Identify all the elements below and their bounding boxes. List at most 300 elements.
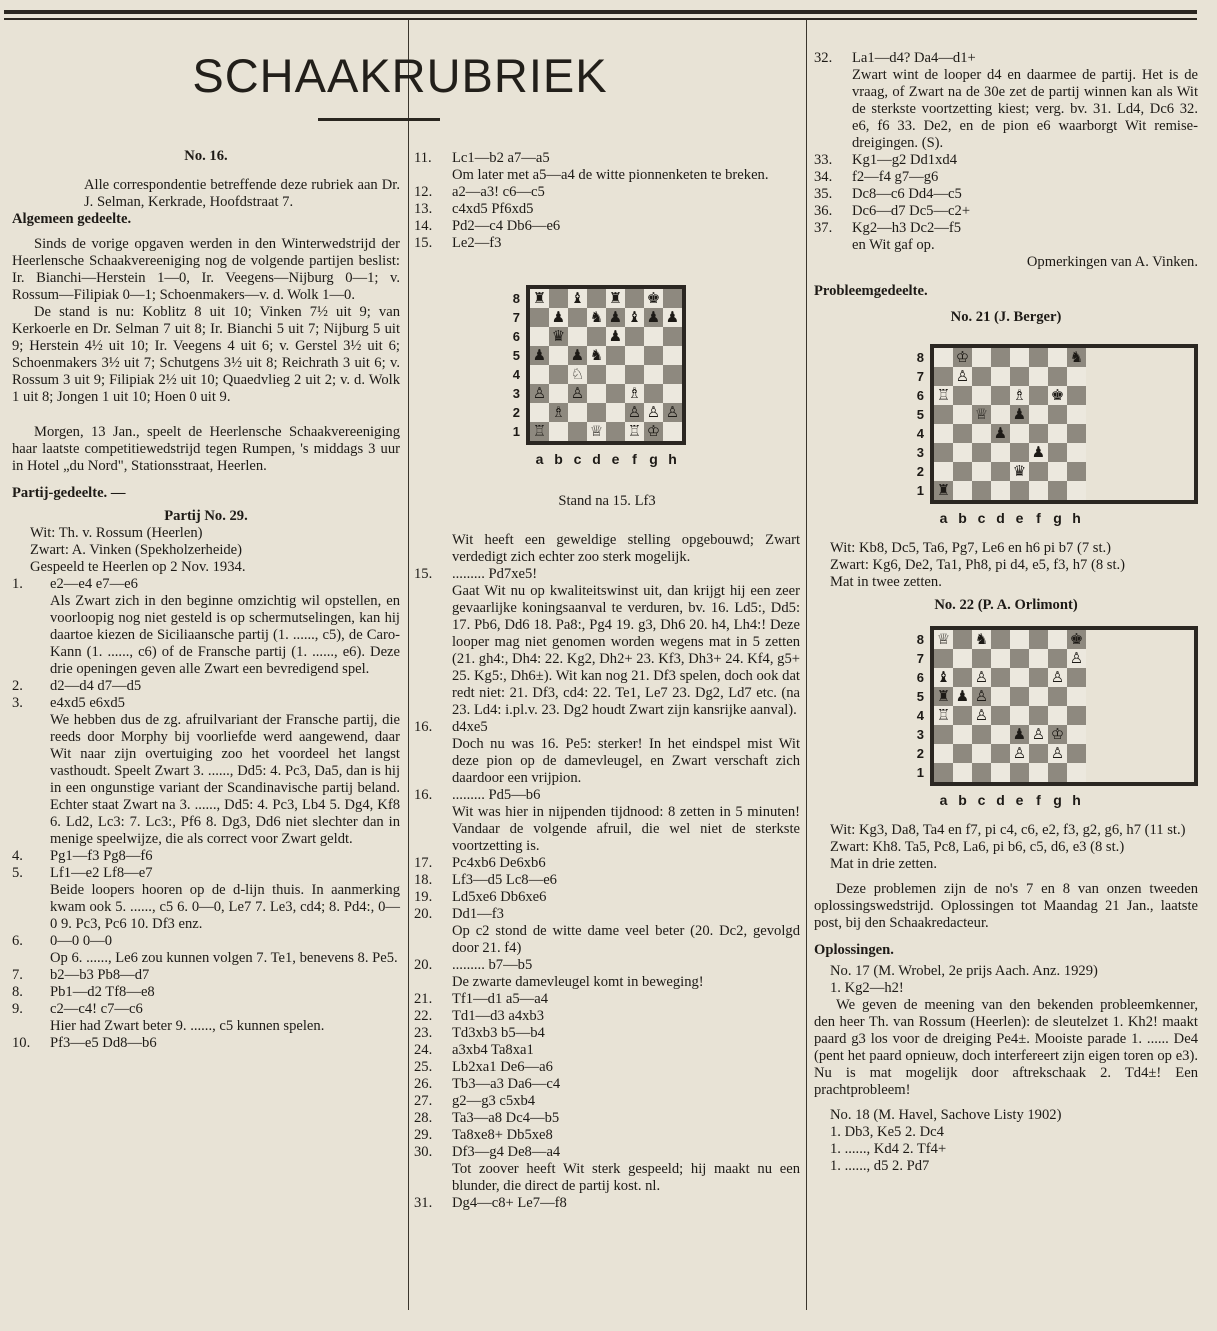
move-number: 36. <box>814 203 833 219</box>
move-number: 29. <box>414 1127 433 1143</box>
column-3 <box>814 50 1198 1175</box>
chess-piece-icon: ♙ <box>532 384 547 402</box>
board-square <box>1067 348 1086 367</box>
board-square <box>934 725 953 744</box>
move-text: d2—d4 d7—d5 <box>50 678 142 694</box>
board-square <box>568 422 587 441</box>
chess-piece-icon: ♟ <box>646 308 661 326</box>
chess-piece-icon: ♙ <box>646 403 661 421</box>
move-text: Lc1—b2 a7—a5 <box>452 150 550 166</box>
move-number: 16. <box>414 787 433 803</box>
board-square <box>644 289 663 308</box>
chess-piece-icon: ♔ <box>955 348 970 366</box>
move-comment: Tot zoover heeft Wit sterk gespeeld; hij maakt nu een blunder, die direct de partij kost. nl. <box>452 1161 800 1194</box>
board-rank-label: 2 <box>916 464 924 479</box>
board-square <box>1029 744 1048 763</box>
board-square <box>1029 424 1048 443</box>
chess-piece-icon: ♟ <box>1012 405 1027 423</box>
board-square <box>530 308 549 327</box>
board-file-label: e <box>1015 792 1024 808</box>
chess-piece-icon: ♟ <box>608 327 623 345</box>
move-line <box>414 855 800 872</box>
board-square <box>1010 725 1029 744</box>
move-number: 8. <box>12 984 23 1000</box>
board-square <box>934 443 953 462</box>
move-comment: Wit heeft een geweldige stelling opgebouwd; Zwart verdedigt zich echter zoo sterk mogelijk. <box>452 532 800 565</box>
board-square <box>934 367 953 386</box>
diagram-problem-22 <box>916 626 1198 822</box>
board-square <box>1067 668 1086 687</box>
chess-piece-icon: ♚ <box>646 289 661 307</box>
board-square <box>1067 725 1086 744</box>
board-square <box>1010 744 1029 763</box>
move-line <box>414 1110 800 1127</box>
move-text: Ta8xe8+ Db5xe8 <box>452 1127 553 1143</box>
move-number: 26. <box>414 1076 433 1092</box>
move-text: Le2—f3 <box>452 235 502 251</box>
chess-piece-icon: ♙ <box>1031 725 1046 743</box>
chess-piece-icon: ♜ <box>608 289 623 307</box>
move-line <box>414 1042 800 1059</box>
move-number: 15. <box>414 235 433 251</box>
board-square <box>1067 462 1086 481</box>
move-text: c2—c4! c7—c6 <box>50 1001 143 1017</box>
general-heading: Algemeen gedeelte. <box>12 211 132 227</box>
chess-piece-icon: ♙ <box>974 687 989 705</box>
board-square <box>1048 348 1067 367</box>
move-number: 16. <box>414 719 433 735</box>
board-rank-label: 4 <box>916 708 924 723</box>
move-comment: en Wit gaf op. <box>852 237 935 253</box>
board-square <box>972 763 991 782</box>
chess-piece-icon: ♛ <box>1012 462 1027 480</box>
board-square <box>934 386 953 405</box>
board-square <box>972 481 991 500</box>
board-square <box>972 462 991 481</box>
move-text: b2—b3 Pb8—d7 <box>50 967 150 983</box>
board-square <box>568 289 587 308</box>
board-square <box>1029 630 1048 649</box>
board-square <box>1048 462 1067 481</box>
chess-piece-icon: ♞ <box>974 630 989 648</box>
board-square <box>953 424 972 443</box>
board-square <box>1029 348 1048 367</box>
board-square <box>549 346 568 365</box>
move-line <box>414 1144 800 1161</box>
move-line <box>12 1035 400 1052</box>
move-text: c4xd5 Pf6xd5 <box>452 201 534 217</box>
chess-piece-icon: ♝ <box>570 289 585 307</box>
board-square <box>568 346 587 365</box>
board-rank-label: 8 <box>512 291 520 306</box>
board-square <box>1048 386 1067 405</box>
board-square <box>606 384 625 403</box>
move-number: 19. <box>414 889 433 905</box>
game-white: Wit: Th. v. Rossum (Heerlen) <box>30 525 203 541</box>
board-square <box>972 668 991 687</box>
move-text: d4xe5 <box>452 719 488 735</box>
board-file-label: e <box>611 451 620 467</box>
board-file-label: h <box>668 451 677 467</box>
chess-piece-icon: ♚ <box>1050 386 1065 404</box>
move-text: Pc4xb6 De6xb6 <box>452 855 546 871</box>
board-square <box>953 405 972 424</box>
board-square <box>606 327 625 346</box>
chess-piece-icon: ♜ <box>532 289 547 307</box>
board-file-label: g <box>1053 510 1062 526</box>
board-square <box>587 403 606 422</box>
move-line <box>414 1076 800 1093</box>
board-square <box>1067 405 1086 424</box>
board-square <box>568 327 587 346</box>
board-square <box>972 405 991 424</box>
board-square <box>1048 649 1067 668</box>
board-square <box>625 403 644 422</box>
chess-piece-icon: ♙ <box>665 403 680 421</box>
board-square <box>606 365 625 384</box>
board-rank-label: 3 <box>916 445 924 460</box>
board-square <box>972 706 991 725</box>
board-square <box>991 462 1010 481</box>
board-square <box>549 308 568 327</box>
move-number: 31. <box>414 1195 433 1211</box>
move-number: 23. <box>414 1025 433 1041</box>
move-text: Td1—d3 a4xb3 <box>452 1008 545 1024</box>
board-square <box>549 403 568 422</box>
chess-piece-icon: ♟ <box>993 424 1008 442</box>
board-file-label: e <box>1015 510 1024 526</box>
board-square <box>625 289 644 308</box>
board-square <box>549 327 568 346</box>
move-number: 24. <box>414 1042 433 1058</box>
game-black: Zwart: A. Vinken (Spekholzerheide) <box>30 542 243 558</box>
board-file-label: b <box>554 451 563 467</box>
board-square <box>1029 649 1048 668</box>
board-square <box>1067 424 1086 443</box>
general-paragraph-2: De stand is nu: Koblitz 8 uit 10; Vinken 7½ uit 9; van Kerkoerle en Dr. Selman 7 uit 8; Ir. Bianchi 5 uit 7; Nijburg 5 uit 9; Herstein 4½ uit 10; Ir. Veegens 4 uit 6; v. Gerstel 3½ uit 6; Schoenmakers 3½ uit 7; Schutgens 3½ uit 8; Reichrath 3 uit 6; v. Rossum 3 uit 9; Filipiak 2½ uit 10; Quaedvlieg 2 uit 2; v. d. Wolk 1 uit 8; Jongen 1 uit 10; Hoen 0 uit 9. <box>12 304 400 405</box>
board-square <box>587 327 606 346</box>
chess-piece-icon: ♙ <box>955 367 970 385</box>
move-text: Ta3—a8 Dc4—b5 <box>452 1110 560 1126</box>
board-square <box>1029 706 1048 725</box>
board-square <box>587 365 606 384</box>
chess-piece-icon: ♙ <box>1012 744 1027 762</box>
board-file-label: f <box>1036 510 1041 526</box>
board-square <box>1067 706 1086 725</box>
board-square <box>568 384 587 403</box>
move-text: a2—a3! c6—c5 <box>452 184 545 200</box>
chess-piece-icon: ♔ <box>646 422 661 440</box>
board-square <box>1048 763 1067 782</box>
board-square <box>991 763 1010 782</box>
board-square <box>972 630 991 649</box>
board-square <box>1010 668 1029 687</box>
game-moves-part-4 <box>814 50 1198 254</box>
chess-piece-icon: ♘ <box>570 365 585 383</box>
move-number: 5. <box>12 865 23 881</box>
board-square <box>1048 367 1067 386</box>
board-square <box>972 725 991 744</box>
board-file-label: h <box>1072 792 1081 808</box>
chess-piece-icon: ♞ <box>589 346 604 364</box>
board-rank-label: 4 <box>916 426 924 441</box>
chess-piece-icon: ♗ <box>551 403 566 421</box>
chess-piece-icon: ♙ <box>1050 668 1065 686</box>
board-square <box>1067 744 1086 763</box>
board-rank-label: 5 <box>916 407 924 422</box>
board-rank-label: 1 <box>916 765 924 780</box>
board-file-label: g <box>649 451 658 467</box>
board-square <box>953 386 972 405</box>
board-square <box>991 443 1010 462</box>
intro-text: Alle correspondentie betreffende deze rubriek aan Dr. J. Selman, Kerkrade, Hoofdstraat 7. <box>84 177 400 210</box>
move-number: 33. <box>814 152 833 168</box>
move-comment: Gaat Wit nu op kwaliteitswinst uit, dan krijgt hij een zeer gevaarlijke koningsaanval te verduren, bv. 16. Ld5:, Dd5: 17. Pb6, Dd6 18. Pa8:, Pg4 19. g3, Dh6 20. h4, Lh4:! Deze looper mag niet genomen worden wegens mat in 5 zetten (21. gh4:, Dh4: 22. Kg2, Dh2+ 23. Kf3, Dh3+ 24. Kf4, g5+ 25. Kg5:, Dh6±). Wit kan nog 21. Df3 spelen, doch ook dat redt niet: 21. Df3, cd4: 22. Te1, Le7 23. Dg2, Ld7 etc. (na 23. Ld4: i.pl.v. 23. Dg2 houdt Zwart zijn kansrijke aanval). <box>452 583 800 718</box>
board-square <box>1048 725 1067 744</box>
chess-piece-icon: ♖ <box>936 706 951 724</box>
chess-piece-icon: ♝ <box>936 668 951 686</box>
diagram-problem-21 <box>916 344 1198 540</box>
top-rule <box>4 10 1197 14</box>
chess-piece-icon: ♟ <box>570 346 585 364</box>
move-text: Df3—g4 De8—a4 <box>452 1144 561 1160</box>
move-line <box>814 169 1198 186</box>
move-text: Pg1—f3 Pg8—f6 <box>50 848 153 864</box>
chessboard-stand-15 <box>512 285 686 445</box>
move-number: 13. <box>414 201 433 217</box>
board-square <box>1067 367 1086 386</box>
problem-22-black: Zwart: Kh8. Ta5, Pc8, La6, pi b6, c5, d6, e3 (8 st.) <box>830 839 1125 855</box>
board-square <box>663 384 682 403</box>
move-line <box>12 984 400 1001</box>
board-square <box>1048 687 1067 706</box>
game-moves-part-1 <box>12 576 400 1052</box>
move-line <box>414 235 800 252</box>
move-line <box>12 576 400 593</box>
board-square <box>606 308 625 327</box>
board-file-label: h <box>1072 510 1081 526</box>
move-number: 22. <box>414 1008 433 1024</box>
board-square <box>1029 462 1048 481</box>
move-comment: Om later met a5—a4 de witte pionnenketen te breken. <box>452 167 769 183</box>
board-square <box>1048 405 1067 424</box>
chess-piece-icon: ♟ <box>1012 725 1027 743</box>
chess-piece-icon: ♗ <box>627 384 642 402</box>
board-square <box>934 424 953 443</box>
board-file-label: c <box>977 792 986 808</box>
move-text: 0—0 0—0 <box>50 933 113 949</box>
board-square <box>1010 630 1029 649</box>
board-square <box>625 327 644 346</box>
move-number: 3. <box>12 695 23 711</box>
chess-piece-icon: ♖ <box>936 386 951 404</box>
board-square <box>1029 443 1048 462</box>
chess-piece-icon: ♔ <box>1050 725 1065 743</box>
move-comment: Zwart wint de looper d4 en daarmee de partij. Het is de vraag, of Zwart na de 30e zet de partij winnen kan als Wit de sterkste voortzetting kiest; verg. bv. 31. Ld4, Dc6 32. e6, f6 33. De2, en de pion e6 waarborgt Wit remise-dreigingen. (S). <box>852 67 1198 151</box>
board-square <box>991 649 1010 668</box>
move-number: 6. <box>12 933 23 949</box>
board-square <box>934 649 953 668</box>
board-square <box>1067 630 1086 649</box>
problems-note: Deze problemen zijn de no's 7 en 8 van onzen tweeden oplossingswedstrijd. Oplossingen tot Maandag 21 Jan., laatste post, bij den Schaakredacteur. <box>814 881 1198 931</box>
board-square <box>1048 443 1067 462</box>
move-number: 15. <box>414 566 433 582</box>
board-rank-label: 3 <box>512 386 520 401</box>
page-title: SCHAAKRUBRIEK <box>192 49 608 102</box>
board-square <box>991 687 1010 706</box>
board-square <box>1029 763 1048 782</box>
move-number: 32. <box>814 50 833 66</box>
move-line <box>12 967 400 984</box>
chess-piece-icon: ♟ <box>955 687 970 705</box>
chess-piece-icon: ♟ <box>665 308 680 326</box>
chess-piece-icon: ♝ <box>627 308 642 326</box>
board-square <box>934 744 953 763</box>
board-square <box>568 403 587 422</box>
chess-piece-icon: ♟ <box>532 346 547 364</box>
board-square <box>625 365 644 384</box>
move-text: Ld5xe6 Db6xe6 <box>452 889 547 905</box>
board-square <box>587 422 606 441</box>
board-file-label: b <box>958 510 967 526</box>
annotator-credit: Opmerkingen van A. Vinken. <box>1026 254 1198 270</box>
board-square <box>934 687 953 706</box>
board-square <box>953 367 972 386</box>
solution-18-line-2: 1. ......, Kd4 2. Tf4+ <box>830 1141 947 1157</box>
move-text: La1—d4? Da4—d1+ <box>852 50 976 66</box>
move-text: Pd2—c4 Db6—e6 <box>452 218 561 234</box>
board-square <box>530 289 549 308</box>
board-square <box>934 706 953 725</box>
chess-piece-icon: ♙ <box>974 706 989 724</box>
board-square <box>1010 706 1029 725</box>
chess-piece-icon: ♞ <box>589 308 604 326</box>
move-line <box>12 933 400 950</box>
board-square <box>549 384 568 403</box>
problem-22-title: No. 22 (P. A. Orlimont) <box>934 597 1078 613</box>
chess-piece-icon: ♕ <box>974 405 989 423</box>
move-line <box>414 719 800 736</box>
move-line <box>414 201 800 218</box>
move-text: Lf3—d5 Lc8—e6 <box>452 872 557 888</box>
move-line <box>414 906 800 923</box>
board-square <box>606 289 625 308</box>
move-number: 37. <box>814 220 833 236</box>
solution-17-text: We geven de meening van den bekenden probleemkenner, den heer Th. van Rossum (Heerlen): de sleutelzet 1. Kh2! maakt paard g3 los voor de dreiging Pe4±. Mooiste parade 1. ...... De4 (pent het paard opnieuw, doch interfereert zijn eigen toren op e3). Nu is mat mogelijk door aftrekschaak 2. Td4±! Een prachtprobleem! <box>814 997 1198 1098</box>
chess-piece-icon: ♗ <box>1012 386 1027 404</box>
board-square <box>991 348 1010 367</box>
board-square <box>587 384 606 403</box>
board-square <box>1048 744 1067 763</box>
board-square <box>1010 687 1029 706</box>
chess-piece-icon: ♟ <box>1031 443 1046 461</box>
board-square <box>934 668 953 687</box>
board-square <box>953 744 972 763</box>
board-square <box>953 668 972 687</box>
board-square <box>972 367 991 386</box>
game-moves-part-3 <box>414 532 800 1212</box>
board-square <box>663 346 682 365</box>
move-line <box>414 889 800 906</box>
solution-17-key: 1. Kg2—h2! <box>830 980 904 996</box>
board-rank-label: 5 <box>512 348 520 363</box>
chess-piece-icon: ♙ <box>627 403 642 421</box>
column-1 <box>12 148 400 1052</box>
move-number: 14. <box>414 218 433 234</box>
move-line <box>414 1059 800 1076</box>
board-square <box>934 481 953 500</box>
move-line <box>12 848 400 865</box>
solution-18-title: No. 18 (M. Havel, Sachove Listy 1902) <box>830 1107 1062 1123</box>
move-text: Dc8—c6 Dd4—c5 <box>852 186 962 202</box>
move-line <box>12 695 400 712</box>
board-square <box>972 348 991 367</box>
board-square <box>991 630 1010 649</box>
move-text: Tb3—a3 Da6—c4 <box>452 1076 561 1092</box>
board-rank-label: 8 <box>916 632 924 647</box>
solution-18-line-3: 1. ......, d5 2. Pd7 <box>830 1158 930 1174</box>
chess-piece-icon: ♞ <box>1069 348 1084 366</box>
move-comment: De zwarte damevleugel komt in beweging! <box>452 974 704 990</box>
board-file-label: c <box>977 510 986 526</box>
board-square <box>953 687 972 706</box>
board-rank-label: 7 <box>916 651 924 666</box>
chessboard-problem-21 <box>916 344 1198 504</box>
board-square <box>625 422 644 441</box>
board-square <box>991 481 1010 500</box>
chess-piece-icon: ♛ <box>551 327 566 345</box>
move-line <box>414 872 800 889</box>
board-rank-label: 4 <box>512 367 520 382</box>
board-file-label: f <box>1036 792 1041 808</box>
board-square <box>530 403 549 422</box>
board-square <box>934 348 953 367</box>
board-square <box>1048 706 1067 725</box>
board-square <box>934 405 953 424</box>
move-comment: Wit was hier in nijpenden tijdnood: 8 zetten in 5 minuten! Vandaar de volgende afruil, die wel niet de sterkste voortzetting is. <box>452 804 800 854</box>
chess-piece-icon: ♙ <box>1050 744 1065 762</box>
board-square <box>953 706 972 725</box>
board-square <box>972 443 991 462</box>
board-file-labels <box>934 792 1198 809</box>
chess-piece-icon: ♕ <box>589 422 604 440</box>
board-square <box>530 327 549 346</box>
move-comment: Doch nu was 16. Pe5: sterker! In het eindspel mist Wit deze pion op de damevleugel, en Zwart verschaft zich daardoor een vrijpion. <box>452 736 800 786</box>
board-square <box>663 327 682 346</box>
move-text: Dg4—c8+ Le7—f8 <box>452 1195 567 1211</box>
move-comment: Als Zwart zich in den beginne omzichtig wil opstellen, en voorloopig nog niet gesteld is op schermutselingen, kan hij daartoe kiezen de Siciliaansche partij (1. ......, c5), de Caro-Kann (1. ......, c6) of de Fransche partij (1. ......, e6). Deze drie openingen geven alle Zwart een bevredigend spel. <box>50 593 400 677</box>
board-square <box>663 289 682 308</box>
move-line <box>414 1195 800 1212</box>
game-title: Partij No. 29. <box>164 508 248 524</box>
solutions-heading: Oplossingen. <box>814 942 894 958</box>
board-square <box>568 308 587 327</box>
chess-piece-icon: ♟ <box>551 308 566 326</box>
board-square <box>644 308 663 327</box>
board-square <box>1067 481 1086 500</box>
board-square <box>953 630 972 649</box>
move-line <box>414 1127 800 1144</box>
chess-piece-icon: ♜ <box>936 687 951 705</box>
board-square <box>1029 481 1048 500</box>
board-square <box>1048 424 1067 443</box>
column-2 <box>414 150 800 1211</box>
move-line <box>414 1093 800 1110</box>
move-line <box>414 184 800 201</box>
board-square <box>1010 405 1029 424</box>
move-number: 25. <box>414 1059 433 1075</box>
board-square <box>1029 668 1048 687</box>
